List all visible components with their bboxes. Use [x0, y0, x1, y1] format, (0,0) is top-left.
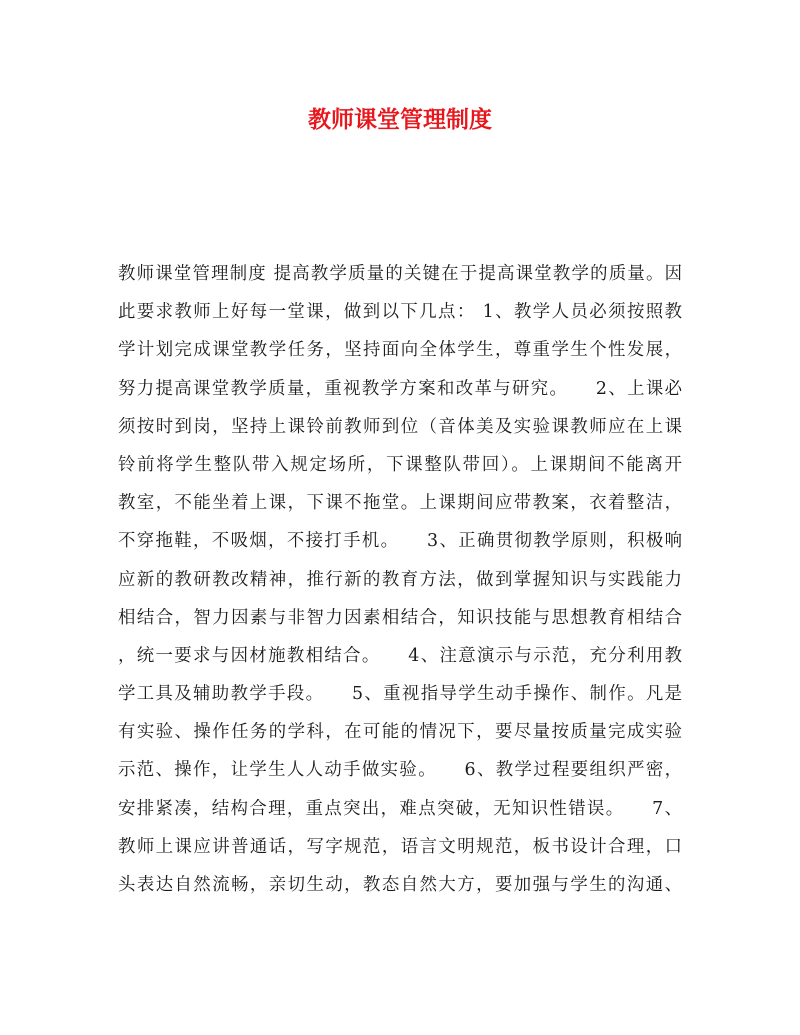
body-line: 示范、操作，让学生人人动手做实验。 6、教学过程要组织严密， [118, 760, 682, 781]
body-line: ，统一要求与因材施教相结合。 4、注意演示与示范，充分利用教 [118, 645, 682, 666]
body-line: 努力提高课堂教学质量，重视教学方案和改革与研究。 2、上课必 [118, 378, 682, 399]
body-line: 此要求教师上好每一堂课，做到以下几点： 1、教学人员必须按照教 [118, 302, 682, 323]
body-line: 相结合，智力因素与非智力因素相结合，知识技能与思想教育相结合 [118, 607, 682, 628]
body-line: 教师上课应讲普通话，写字规范，语言文明规范，板书设计合理，口 [118, 836, 682, 857]
body-line: 应新的教研教改精神，推行新的教育方法，做到掌握知识与实践能力 [118, 569, 682, 590]
body-line: 铃前将学生整队带入规定场所，下课整队带回）。上课期间不能离开 [118, 454, 682, 475]
body-line: 学工具及辅助教学手段。 5、重视指导学生动手操作、制作。凡是 [118, 684, 682, 705]
body-line: 教师课堂管理制度 提高教学质量的关键在于提高课堂教学的质量。因 [118, 264, 682, 284]
body-line: 安排紧凑，结构合理，重点突出，难点突破，无知识性错误。 7、 [118, 798, 682, 819]
body-line: 须按时到岗，坚持上课铃前教师到位（音体美及实验课教师应在上课 [118, 416, 682, 437]
document-title: 教师课堂管理制度 [308, 106, 492, 133]
body-line: 不穿拖鞋，不吸烟，不接打手机。 3、正确贯彻教学原则，积极响 [118, 531, 682, 552]
document-body [118, 255, 682, 904]
body-line: 学计划完成课堂教学任务，坚持面向全体学生，尊重学生个性发展， [118, 340, 682, 361]
body-line: 有实验、操作任务的学科，在可能的情况下，要尽量按质量完成实验 [118, 722, 682, 743]
body-line: 教室，不能坐着上课，下课不拖堂。上课期间应带教案，衣着整洁， [118, 493, 682, 514]
body-line: 头表达自然流畅，亲切生动，教态自然大方，要加强与学生的沟通、 [118, 875, 682, 895]
